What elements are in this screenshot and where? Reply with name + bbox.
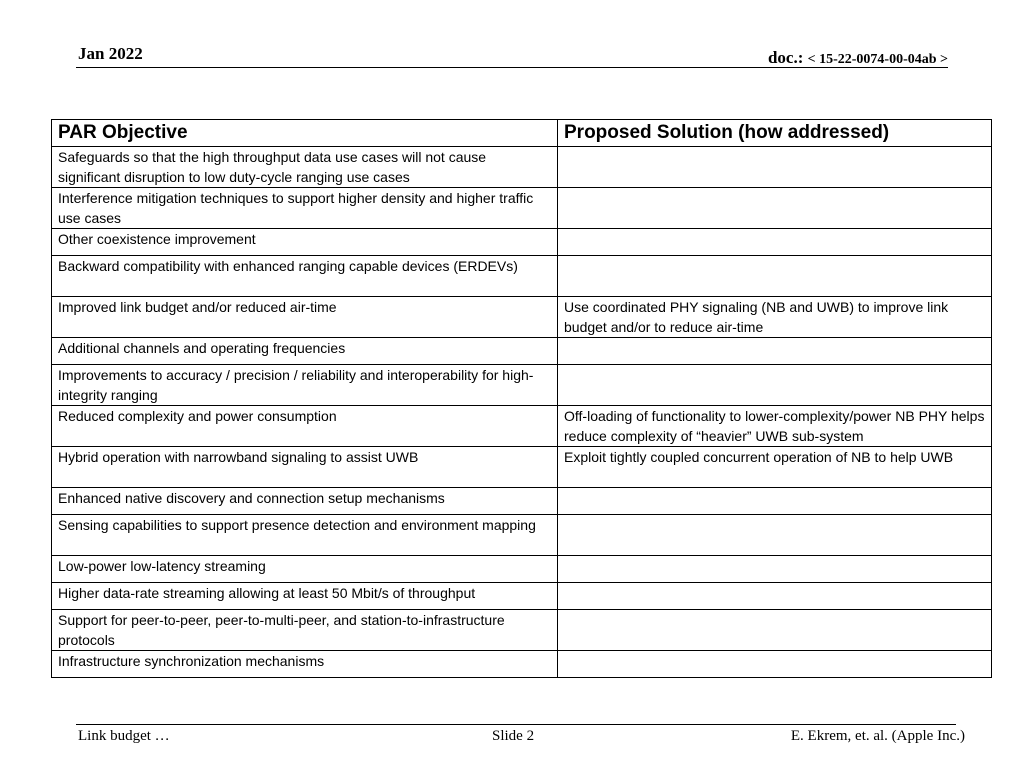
table-row — [52, 188, 992, 229]
objective-cell: Interference mitigation techniques to support higher density and higher traffic use cases — [52, 188, 558, 229]
slide-number: Slide 2 — [492, 728, 535, 744]
column-header-solution: Proposed Solution (how addressed) — [558, 120, 992, 147]
solution-cell — [558, 583, 992, 610]
objective-cell: Support for peer-to-peer, peer-to-multi-peer, and station-to-infrastructure protocols — [52, 610, 558, 651]
solution-cell — [558, 365, 992, 406]
objective-cell: Enhanced native discovery and connection setup mechanisms — [52, 488, 558, 515]
table-row — [52, 515, 992, 556]
objective-cell: Infrastructure synchronization mechanisms — [52, 651, 558, 678]
table-row — [52, 610, 992, 651]
solution-cell: Use coordinated PHY signaling (NB and UWB) to improve link budget and/or to reduce air-time — [558, 297, 992, 338]
objective-cell: Higher data-rate streaming allowing at least 50 Mbit/s of throughput — [52, 583, 558, 610]
header-doc-id — [768, 48, 948, 68]
objective-cell: Hybrid operation with narrowband signaling to assist UWB — [52, 447, 558, 488]
doc-prefix: doc.: — [767, 48, 808, 67]
table-row — [52, 488, 992, 515]
solution-cell — [558, 188, 992, 229]
objective-cell: Safeguards so that the high throughput data use cases will not cause significant disruption to low duty-cycle ranging use cases — [52, 147, 558, 188]
table-row — [52, 556, 992, 583]
solution-cell — [558, 256, 992, 297]
footer-divider — [76, 724, 956, 725]
table-row — [52, 338, 992, 365]
objective-cell: Improved link budget and/or reduced air-time — [52, 297, 558, 338]
solution-cell — [558, 338, 992, 365]
objective-cell: Sensing capabilities to support presence detection and environment mapping — [52, 515, 558, 556]
solution-cell — [558, 651, 992, 678]
table-row — [52, 256, 992, 297]
par-objectives-table — [51, 119, 991, 678]
objective-cell: Additional channels and operating frequencies — [52, 338, 558, 365]
solution-cell — [558, 515, 992, 556]
table-header-row — [52, 120, 992, 147]
objective-cell: Improvements to accuracy / precision / reliability and interoperability for high-integrity ranging — [52, 365, 558, 406]
footer-authors: E. Ekrem, et. al. (Apple Inc.) — [790, 728, 965, 744]
header-date: Jan 2022 — [78, 44, 143, 63]
table-row — [52, 147, 992, 188]
header-divider — [76, 67, 948, 68]
table-row — [52, 651, 992, 678]
solution-cell — [558, 610, 992, 651]
objective-cell: Low-power low-latency streaming — [52, 556, 558, 583]
table-row — [52, 297, 992, 338]
solution-cell: Exploit tightly coupled concurrent operation of NB to help UWB — [558, 447, 992, 488]
table-row — [52, 365, 992, 406]
table-row — [52, 583, 992, 610]
solution-cell — [558, 488, 992, 515]
table-row — [52, 447, 992, 488]
solution-cell — [558, 229, 992, 256]
objective-cell: Reduced complexity and power consumption — [52, 406, 558, 447]
solution-cell — [558, 556, 992, 583]
objective-cell: Other coexistence improvement — [52, 229, 558, 256]
doc-number: < 15-22-0074-00-04ab > — [807, 52, 948, 67]
table-row — [52, 406, 992, 447]
solution-cell — [558, 147, 992, 188]
footer-title: Link budget … — [78, 728, 170, 744]
solution-cell: Off-loading of functionality to lower-complexity/power NB PHY helps reduce complexity of “heavier” UWB sub-system — [558, 406, 992, 447]
objective-cell: Backward compatibility with enhanced ranging capable devices (ERDEVs) — [52, 256, 558, 297]
table-row — [52, 229, 992, 256]
column-header-objective: PAR Objective — [52, 120, 558, 147]
